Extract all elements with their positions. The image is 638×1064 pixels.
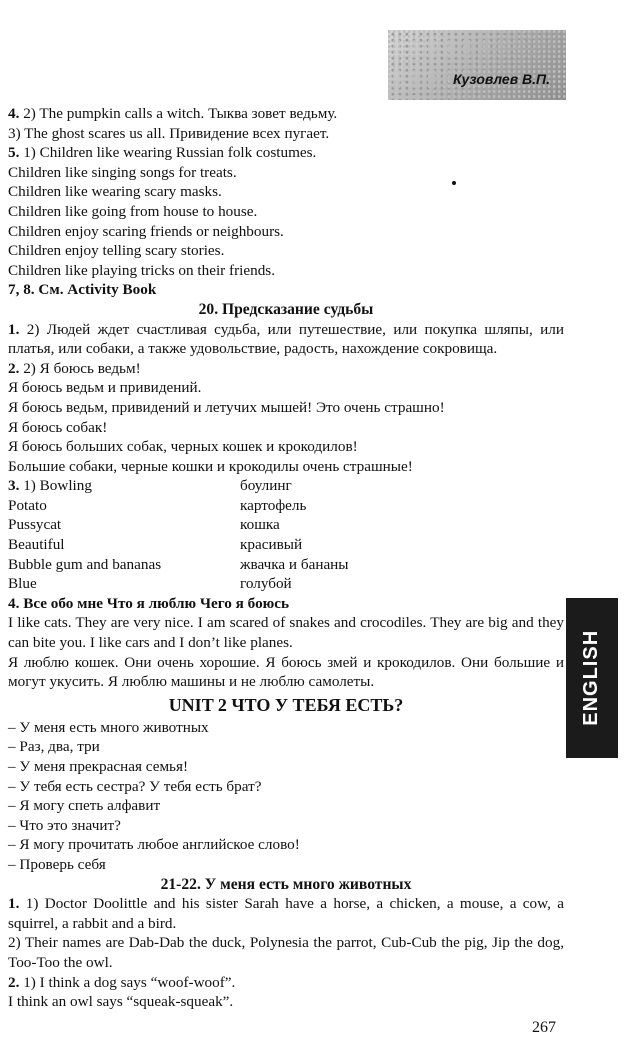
vocab-ru: боулинг [240, 477, 292, 495]
paragraph-text: 2) Людей ждет счастливая судьба, или путешествие, или покупка шляпы, или платья, или собаки, а также удовольствие, радость, нахождение сокровища. [8, 320, 564, 358]
vocab-en: Potato [8, 496, 47, 514]
text-line: Я боюсь собак! [8, 418, 108, 436]
vocab-en: Beautiful [8, 536, 65, 554]
header-author: Кузовлев В.П. [453, 71, 550, 88]
paragraph-ru: Я люблю кошек. Они очень хорошие. Я боюсь змей и крокодилов. Они большие и могут укусить. Я люблю машины и не люблю самолеты. [8, 653, 564, 691]
section-heading-20: 20. Предсказание судьбы [198, 300, 374, 318]
text-line: Большие собаки, черные кошки и крокодилы очень страшные! [8, 457, 413, 475]
paragraph [8, 320, 564, 359]
paragraph-en: I like cats. They are very nice. I am scared of snakes and crocodiles. They are big and they can bite you. I like cars and I don’t like planes. [8, 614, 564, 652]
vocab-ru: картофель [240, 496, 307, 514]
vocab-ru: красивый [240, 536, 303, 554]
item-number: 1. [8, 895, 20, 913]
unit-item: – Я могу спеть алфавит [8, 797, 161, 815]
text-line: Я боюсь больших собак, черных кошек и крокодилов! [8, 438, 358, 456]
side-tab-label: ENGLISH [580, 630, 603, 726]
text-line: 3) The ghost scares us all. Привидение всех пугает. [8, 124, 330, 142]
text-line: Children like wearing scary masks. [8, 183, 222, 201]
text-line [8, 143, 564, 163]
text-line [8, 973, 564, 993]
text-line: Children enjoy telling scary stories. [8, 242, 225, 260]
paragraph-text: 1) Doctor Doolittle and his sister Sarah have a horse, a chicken, a mouse, a cow, a squirrel, a rabbit and a bird. [8, 895, 564, 932]
text-line: Children enjoy scaring friends or neighbours. [8, 222, 284, 240]
vocab-ru: кошка [240, 516, 280, 534]
line-text: 2) The pumpkin calls a witch. Тыква зовет ведьму. [19, 105, 338, 122]
paragraph: 2) Their names are Dab-Dab the duck, Polynesia the parrot, Cub-Cub the pig, Jip the dog, Too-Too the owl. [8, 934, 564, 971]
english-side-tab [566, 598, 618, 758]
section-heading-21: 21-22. У меня есть много животных [160, 875, 412, 893]
text-line: Я боюсь ведьм и привидений. [8, 379, 202, 397]
item-number: 2. [8, 359, 20, 377]
vocab-en: Pussycat [8, 516, 62, 534]
text-line: Children like going from house to house. [8, 202, 258, 220]
vocab-en [8, 476, 240, 496]
item-number: 2. [8, 973, 20, 991]
unit-item: – Раз, два, три [8, 738, 100, 756]
item-number: 5. [8, 144, 20, 162]
item-number: 4. [8, 105, 20, 122]
unit-item: – Проверь себя [8, 855, 106, 873]
unit-item: – У тебя есть сестра? У тебя есть брат? [8, 777, 262, 795]
vocab-en-text: 1) Bowling [19, 477, 92, 495]
vocab-row [8, 555, 564, 575]
item-number: 3. [8, 477, 20, 495]
page-number: 267 [532, 1019, 556, 1036]
item-number: 1. [8, 320, 20, 338]
text-line: I think an owl says “squeak-squeak”. [8, 993, 234, 1011]
text-line [8, 104, 564, 124]
text-line: Children like singing songs for treats. [8, 163, 237, 181]
exercise-heading: 4. Все обо мне Что я люблю Чего я боюсь [8, 594, 290, 612]
text-line: Children like playing tricks on their friends. [8, 261, 275, 279]
unit-item: – У меня прекрасная семья! [8, 758, 189, 775]
vocab-row [8, 496, 564, 516]
vocab-row [8, 515, 564, 535]
unit-item: – Я могу прочитать любое английское слово! [8, 836, 300, 854]
unit-item: – Что это значит? [8, 816, 121, 834]
vocab-en: Blue [8, 575, 37, 593]
text-line [8, 359, 564, 379]
paragraph [8, 894, 564, 933]
line-text: 2) Я боюсь ведьм! [19, 359, 141, 377]
vocab-row [8, 574, 564, 594]
line-text: 1) Children like wearing Russian folk costumes. [19, 144, 317, 162]
header-author-box [388, 30, 566, 100]
unit-item: – У меня есть много животных [8, 718, 209, 736]
unit-title: UNIT 2 ЧТО У ТЕБЯ ЕСТЬ? [168, 694, 404, 715]
vocab-row [8, 535, 564, 555]
text-line: Я боюсь ведьм, привидений и летучих мышей! Это очень страшно! [8, 398, 445, 416]
page-content [8, 104, 564, 1012]
activity-book-ref: 7, 8. См. Activity Book [8, 281, 157, 299]
vocab-row [8, 476, 564, 496]
vocab-ru: голубой [240, 575, 292, 593]
vocab-ru: жвачка и бананы [240, 555, 349, 573]
line-text: 1) I think a dog says “woof-woof”. [19, 973, 236, 991]
vocab-en: Bubble gum and bananas [8, 555, 162, 573]
